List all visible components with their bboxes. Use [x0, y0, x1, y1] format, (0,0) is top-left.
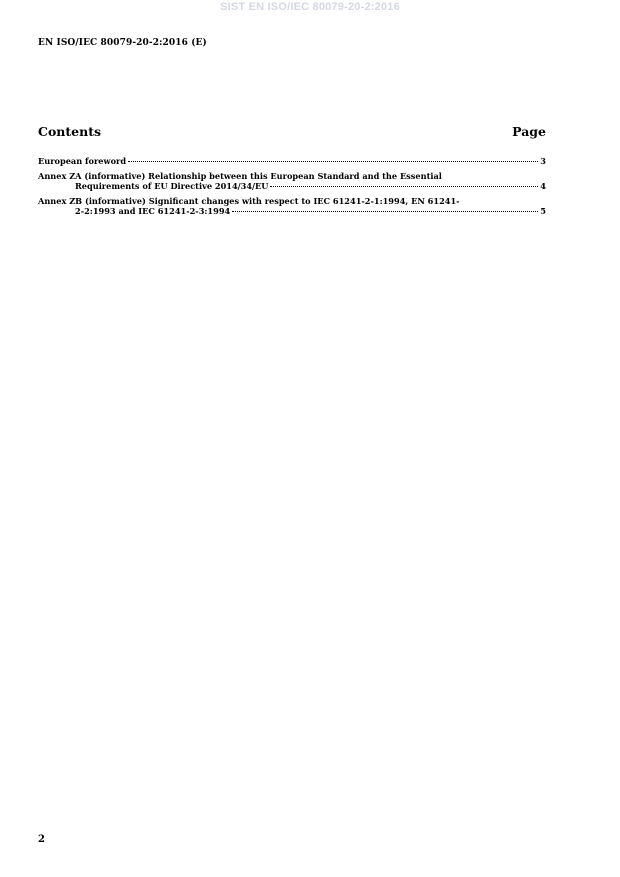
toc-entry-text: European foreword — [38, 156, 127, 166]
contents-title: Contents — [38, 124, 102, 139]
contents-heading — [38, 124, 546, 139]
toc-page-number: 3 — [540, 156, 546, 166]
toc-page-number: 4 — [540, 181, 546, 191]
dot-leader — [270, 186, 538, 187]
page-number: 2 — [38, 834, 45, 845]
toc-entry-annex-za[interactable] — [38, 171, 546, 192]
toc-entry-european-foreword[interactable] — [38, 156, 546, 167]
toc-entry-text-continued: Requirements of EU Directive 2014/34/EU — [75, 181, 269, 191]
dot-leader — [232, 211, 538, 212]
toc-entry-text: Annex ZA (informative) Relationship between this European Standard and the Essential — [38, 170, 442, 181]
toc-entry-annex-zb[interactable] — [38, 196, 546, 217]
table-of-contents — [38, 156, 546, 221]
toc-entry-text-continued: 2-2:1993 and IEC 61241-2-3:1994 — [75, 206, 231, 216]
document-id: EN ISO/IEC 80079-20-2:2016 (E) — [38, 38, 207, 48]
page-column-label: Page — [512, 124, 546, 139]
toc-entry-text: Annex ZB (informative) Significant changes with respect to IEC 61241-2-1:1994, EN 61241- — [38, 195, 460, 206]
dot-leader — [128, 161, 538, 162]
toc-page-number: 5 — [540, 206, 546, 216]
watermark: SIST EN ISO/IEC 80079-20-2:2016 — [220, 1, 400, 13]
